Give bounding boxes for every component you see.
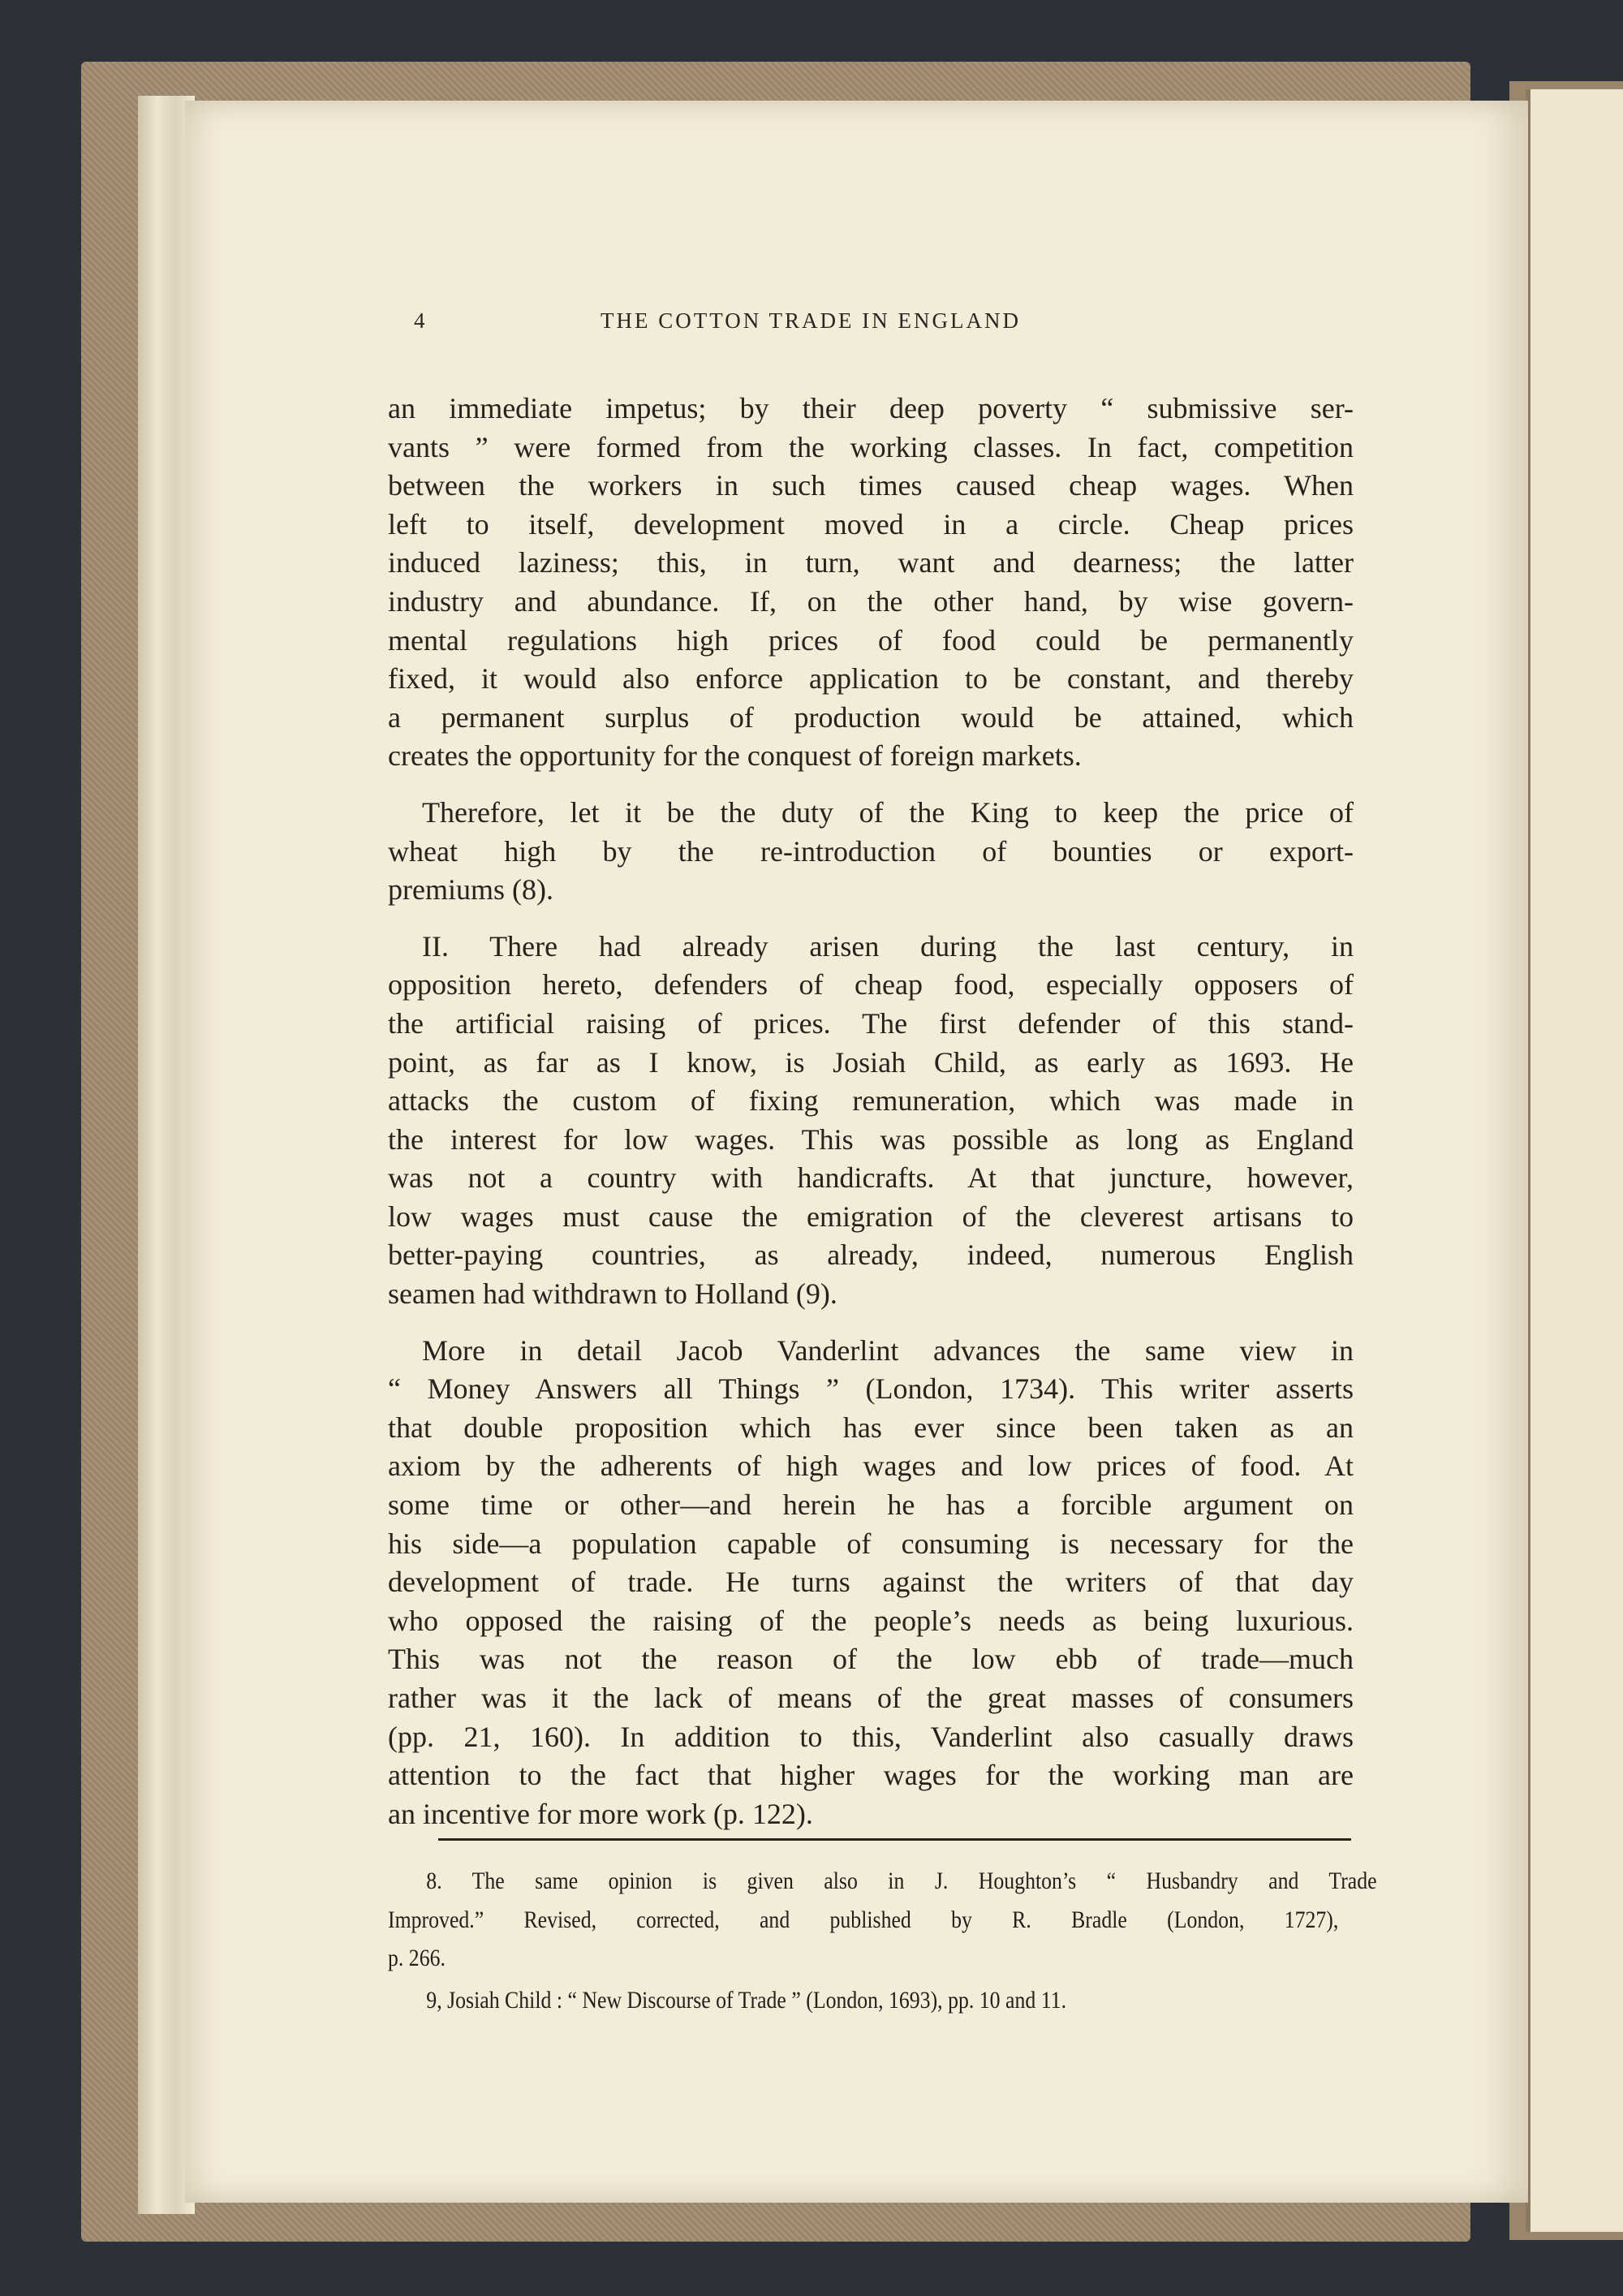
footnote [388,1986,1206,2025]
text-line: wheat high by the re-introduction of bounties or export- [388,834,1354,868]
text-line: This was not the reason of the low ebb of trade—much [388,1643,1354,1676]
text-line: opposition hereto, defenders of cheap food, especially opposers of [388,968,1354,1002]
body-text [388,390,1354,1851]
paragraph [388,794,1354,910]
text-line: creates the opportunity for the conquest of foreign markets. [388,739,1082,773]
text-line: better-paying countries, as already, indeed, numerous English [388,1238,1354,1272]
text-line: that double proposition which has ever since been taken as an [388,1411,1354,1444]
text-line: axiom by the adherents of high wages and low prices of food. At [388,1450,1354,1483]
text-line: a permanent surplus of production would be attained, which [388,700,1354,734]
text-line: point, as far as I know, is Josiah Child, as early as 1693. He [388,1045,1354,1079]
text-line: vants ” were formed from the working classes. In fact, competition [388,430,1354,463]
text-line: p. 266. [388,1945,446,1972]
running-title: THE COTTON TRADE IN ENGLAND [601,308,1021,333]
text-line: the artificial raising of prices. The first defender of this stand- [388,1006,1354,1040]
text-line: an immediate impetus; by their deep poverty “ submissive ser- [388,392,1354,424]
text-line: seamen had withdrawn to Holland (9). [388,1277,837,1311]
footnote-rule [438,1838,1351,1841]
facing-page-edge [1526,89,1623,2232]
page-number: 4 [414,308,428,333]
text-line: the interest for low wages. This was possible as long as England [388,1122,1354,1156]
running-header [381,308,1355,341]
paragraph [388,390,1354,776]
text-line: between the workers in such times caused cheap wages. When [388,469,1354,502]
text-line: More in detail Jacob Vanderlint advances the same view in [422,1333,1354,1367]
text-line: low wages must cause the emigration of the cleverest artisans to [388,1200,1354,1233]
text-line: II. There had already arisen during the last century, in [422,929,1354,963]
text-line: who opposed the raising of the people’s needs as being luxurious. [388,1604,1354,1637]
text-line: attention to the fact that higher wages for the working man are [388,1759,1354,1792]
text-line: induced laziness; this, in turn, want and dearness; the latter [388,546,1354,579]
paragraph [388,1332,1354,1834]
text-line: his side—a population capable of consuming is necessary for the [388,1527,1354,1560]
footnotes [388,1867,1377,2027]
text-line: Improved.” Revised, corrected, and published by R. Bradle (London, 1727), [388,1906,1339,1933]
footnote [388,1867,1377,1983]
text-line: was not a country with handicrafts. At that juncture, however, [388,1161,1354,1195]
text-line: fixed, it would also enforce application to be constant, and thereby [388,662,1354,696]
text-line: mental regulations high prices of food could be permanently [388,623,1354,657]
text-line: (pp. 21, 160). In addition to this, Vanderlint also casually draws [388,1720,1354,1753]
text-line: industry and abundance. If, on the other hand, by wise govern- [388,584,1354,618]
text-line: premiums (8). [388,873,553,907]
text-line: attacks the custom of fixing remuneration, which was made in [388,1084,1354,1118]
text-line: 8. The same opinion is given also in J. Houghton’s “ Husbandry and Trade [426,1867,1377,1894]
text-line: an incentive for more work (p. 122). [388,1797,813,1830]
text-line: rather was it the lack of means of the great masses of consumers [388,1682,1354,1714]
text-line: left to itself, development moved in a circle. Cheap prices [388,507,1354,541]
text-line: development of trade. He turns against the writers of that day [388,1566,1354,1599]
text-line: 9, Josiah Child : “ New Discourse of Trade ” (London, 1693), pp. 10 and 11. [426,1986,1067,2014]
paragraph [388,928,1354,1314]
text-line: Therefore, let it be the duty of the King to keep the price of [422,795,1354,829]
text-line: some time or other—and herein he has a forcible argument on [388,1488,1354,1522]
text-line: “ Money Answers all Things ” (London, 1734). This writer asserts [388,1372,1354,1406]
